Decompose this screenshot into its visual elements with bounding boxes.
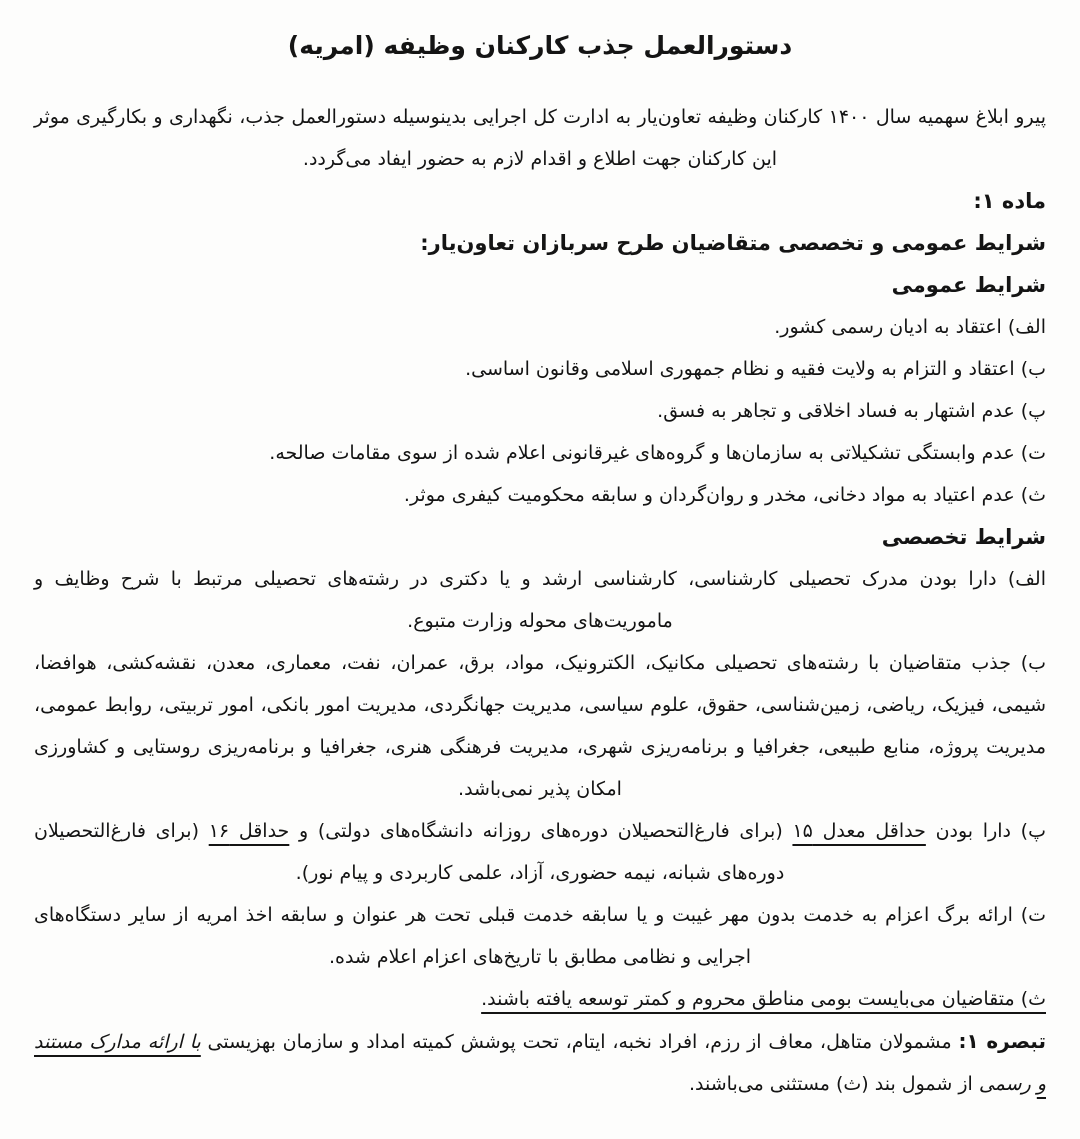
note-1-text-after: از شمول بند (ث) مستثنی می‌باشند. xyxy=(689,1073,979,1095)
general-item-alef: الف) اعتقاد به ادیان رسمی کشور. xyxy=(774,316,1046,338)
special-item-se-underlined: ث) متقاضیان می‌بایست بومی مناطق محروم و کمتر توسعه یافته باشند. xyxy=(481,988,1046,1010)
note-1-label: تبصره ۱: xyxy=(958,1029,1046,1053)
intro-paragraph: پیرو ابلاغ سهمیه سال ۱۴۰۰ کارکنان وظیفه تعاون‌یار به ادارت کل اجرایی بدینوسیله دستورالعمل جذب، نگهداری و بکارگیری موثر این کارکنان جهت اطلاع و اقدام لازم به حضور ایفاد می‌گردد. xyxy=(34,106,1046,170)
document-title: دستورالعمل جذب کارکنان وظیفه (امریه) xyxy=(287,31,793,60)
min-gpa-16-underlined: حداقل ۱۶ xyxy=(208,820,290,842)
special-conditions-heading: شرایط تخصصی xyxy=(881,525,1046,549)
special-item-alef: الف) دارا بودن مدرک تحصیلی کارشناسی، کارشناسی ارشد و یا دکتری در رشته‌های تحصیلی مرتبط با شرح وظایف و ماموریت‌های محوله وزارت متبوع. xyxy=(34,568,1046,632)
general-item-be: ب) اعتقاد و التزام به ولایت فقیه و نظام جمهوری اسلامی وقانون اساسی. xyxy=(465,358,1046,380)
general-item-pe: پ) عدم اشتهار به فساد اخلاقی و تجاهر به فسق. xyxy=(657,400,1046,422)
conditions-heading: شرایط عمومی و تخصصی متقاضیان طرح سربازان تعاون‌یار: xyxy=(420,231,1046,255)
special-item-pe-between: (برای فارغ‌التحصیلان دوره‌های روزانه دانشگاه‌های دولتی) و xyxy=(289,820,793,842)
general-item-se: ث) عدم اعتیاد به مواد دخانی، مخدر و روان‌گردان و سابقه محکومیت کیفری موثر. xyxy=(403,484,1046,506)
note-1 xyxy=(34,1020,1046,1105)
general-item-te: ت) عدم وابستگی تشکیلاتی به سازمان‌ها و گروه‌های غیرقانونی اعلام شده از سوی مقامات صالحه. xyxy=(269,442,1046,464)
special-item-te: ت) ارائه برگ اعزام به خدمت بدون مهر غیبت و یا سابقه خدمت قبلی تحت هر عنوان و سابقه اخذ امریه از سایر دستگاه‌های اجرایی و نظامی مطابق با تاریخ‌های اعزام اعلام شده. xyxy=(34,904,1046,968)
special-item-pe-prefix: پ) دارا بودن xyxy=(925,820,1046,842)
special-item-pe xyxy=(34,810,1046,894)
note-1-emphasized-underlined: با ارائه مدارک مستند و xyxy=(34,1031,1046,1095)
article-1-heading: ماده ۱: xyxy=(973,189,1046,213)
note-1-text-before: مشمولان متاهل، معاف از رزم، افراد نخبه، ایتام، تحت پوشش کمیته امداد و سازمان بهزیستی xyxy=(200,1031,959,1053)
special-item-be: ب) جذب متقاضیان با رشته‌های تحصیلی مکانیک، الکترونیک، مواد، برق، عمران، نفت، معماری، معدن، نقشه‌کشی، هوافضا، شیمی، فیزیک، ریاضی، زمین‌شناسی، حقوق، علوم سیاسی، مدیریت جهانگردی، مدیریت امور بانکی، امور تربیتی، روابط عمومی، مدیریت پروژه، منابع طبیعی، جغرافیا و برنامه‌ریزی شهری، مدیریت فرهنگی هنری، جغرافیا و برنامه‌ریزی روستایی و کشاورزی امکان پذیر نمی‌باشد. xyxy=(34,652,1046,800)
note-1-emphasized: رسمی xyxy=(978,1073,1037,1095)
special-item-pe-suffix: (برای فارغ‌التحصیلان دوره‌های شبانه، نیمه حضوری، آزاد، علمی کاربردی و پیام نور). xyxy=(34,820,785,884)
min-gpa-15-underlined: حداقل معدل ۱۵ xyxy=(792,820,926,842)
general-conditions-heading: شرایط عمومی xyxy=(891,273,1046,297)
